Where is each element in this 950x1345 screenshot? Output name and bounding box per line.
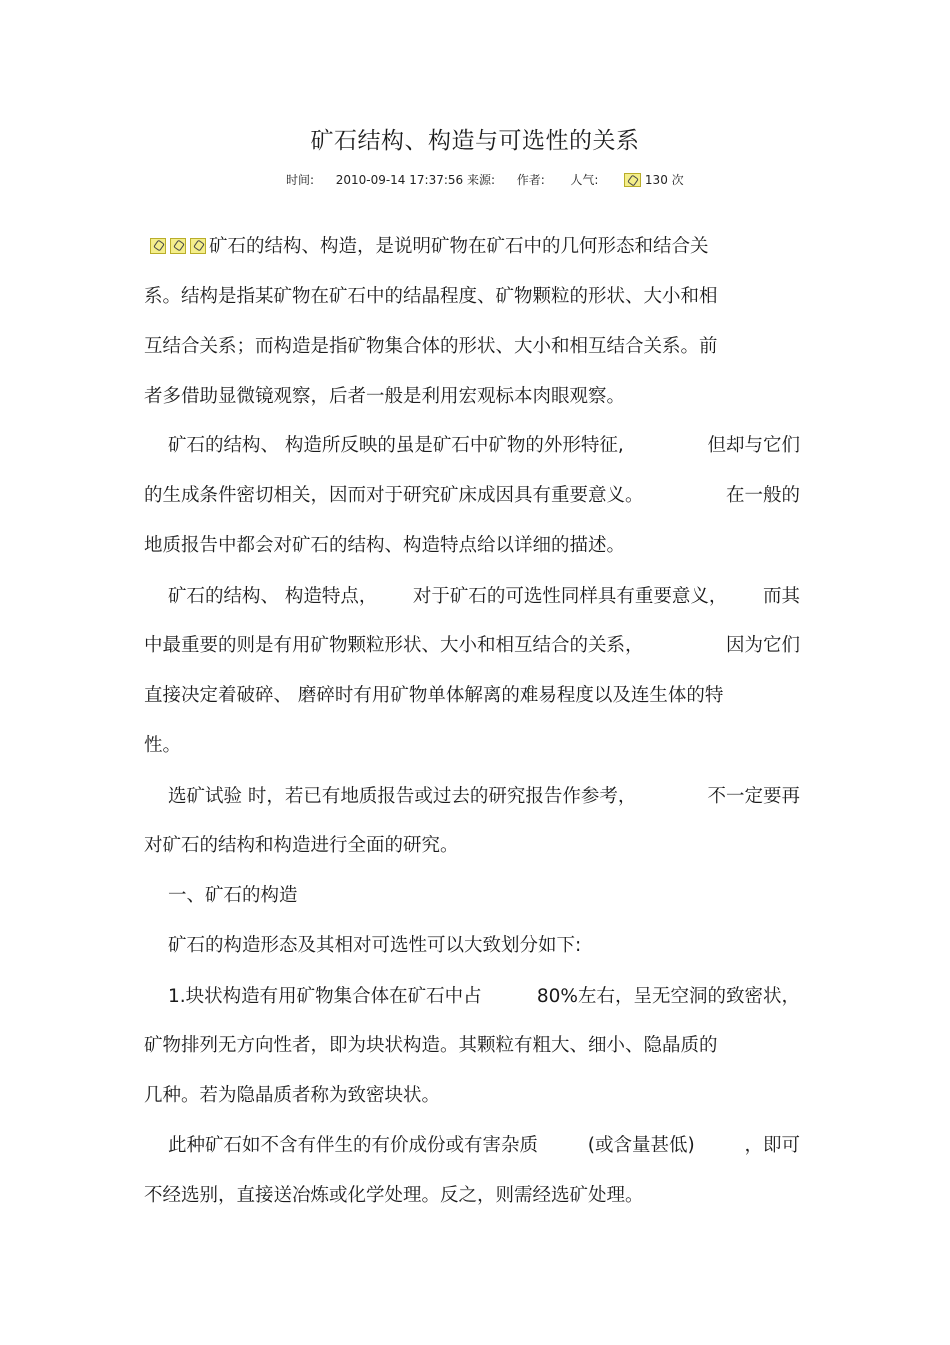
paragraph-line [144,1033,718,1059]
broken-image-icon [170,238,186,254]
paragraph-line [144,384,625,410]
paragraph-line [144,633,800,659]
text-segment: 一、矿石的构造 [168,885,298,906]
paragraph-line [168,784,800,810]
time-value: 2010-09-14 17:37:56 [335,173,464,187]
text-segment: 几种。若为隐晶质者称为致密块状。 [144,1085,441,1106]
text-segment: 矿石的结构、 构造所反映的虽是矿石中矿物的外形特征, [168,435,624,456]
text-segment: 互结合关系；而构造是指矿物集合体的形状、大小和相互结合关系。前 [144,336,718,357]
paragraph-line [144,533,625,559]
text-segment: 但却与它们 [707,435,800,456]
views-value: 130 次 [644,173,684,187]
text-segment: 矿石的结构、 构造特点， [168,586,378,607]
paragraph-line [168,1133,800,1159]
author-label: 作者: [516,173,545,187]
text-segment: 对于矿石的可选性同样具有重要意义， [412,586,728,607]
text-segment: 直接决定着破碎、 磨碎时有用矿物单体解离的难易程度以及连生体的特 [144,685,724,706]
text-segment: 矿物排列无方向性者，即为块状构造。其颗粒有粗大、细小、隐晶质的 [144,1035,718,1056]
broken-image-icon [190,238,206,254]
text-segment: 而其 [762,586,800,607]
text-segment: 对矿石的结构和构造进行全面的研究。 [144,835,459,856]
text-segment: 性。 [144,735,182,756]
text-segment: 选矿试验 时，若已有地质报告或过去的研究报告作参考， [168,786,637,807]
text-segment: 矿石的结构、构造，是说明矿物在矿石中的几何形态和结合关 [209,236,709,257]
paragraph-line [144,334,718,360]
section-heading [168,883,298,909]
article-meta [286,172,684,188]
text-segment: 因为它们 [725,635,800,656]
text-segment: 在一般的 [725,485,800,506]
paragraph-line [168,933,581,959]
text-segment: 不一定要再 [707,786,800,807]
text-segment: 者多借助显微镜观察，后者一般是利用宏观标本肉眼观察。 [144,386,626,407]
paragraph-line [150,234,709,260]
text-segment: (或含量甚低) [587,1135,695,1156]
paragraph-line [144,833,459,859]
broken-image-icon [150,238,166,254]
paragraph-line [168,433,800,459]
paragraph-line [144,683,723,709]
paragraph-line [144,1083,440,1109]
paragraph-line [144,483,800,509]
text-segment: 矿石的构造形态及其相对可选性可以大致划分如下: [168,935,582,956]
text-segment: 80%左右，呈无空洞的致密状， [536,986,800,1007]
text-segment: 中最重要的则是有用矿物颗粒形状、大小和相互结合的关系， [144,635,644,656]
paragraph-line [168,984,800,1010]
text-segment: 此种矿石如不含有伴生的有价成份或有害杂质 [168,1135,539,1156]
paragraph-line [144,1183,644,1209]
text-segment: 的生成条件密切相关，因而对于研究矿床成因具有重要意义。 [144,485,644,506]
broken-image-icon [624,173,641,187]
paragraph-line [144,733,181,759]
article-title: 矿石结构、构造与可选性的关系 [310,128,640,154]
source-label: 来源: [466,173,496,187]
time-label: 时间: [286,173,315,187]
paragraph-line [168,584,800,610]
text-segment: 不经选别，直接送冶炼或化学处理。反之，则需经选矿处理。 [144,1185,644,1206]
text-segment: 地质报告中都会对矿石的结构、构造特点给以详细的描述。 [144,535,626,556]
views-label: 人气: [570,173,599,187]
text-segment: 1.块状构造有用矿物集合体在矿石中占 [168,986,482,1007]
text-segment: ，即可 [744,1135,800,1156]
text-segment: 系。结构是指某矿物在矿石中的结晶程度、矿物颗粒的形状、大小和相 [144,286,718,307]
paragraph-line [144,284,718,310]
